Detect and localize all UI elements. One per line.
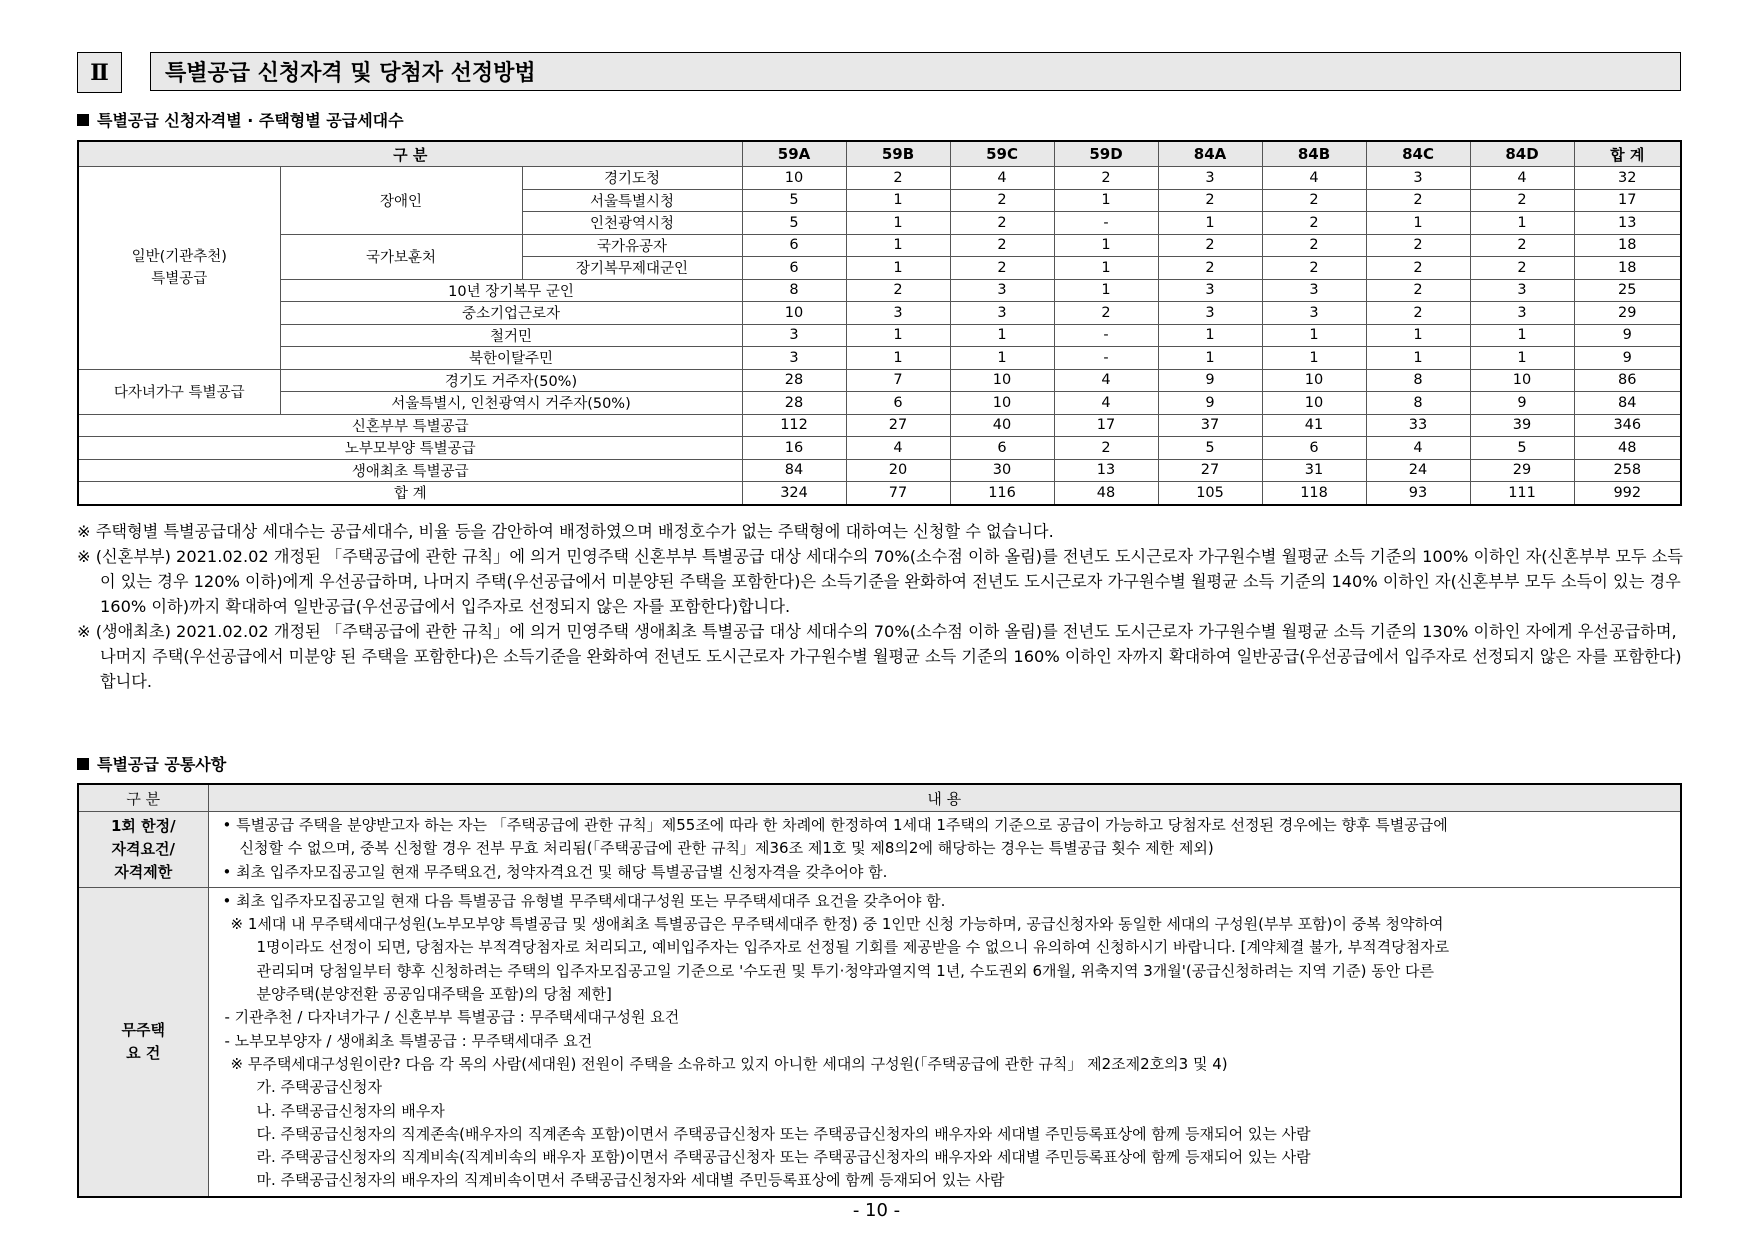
table-header-row (78, 784, 1681, 812)
value-cell: 4 (846, 437, 950, 460)
value-cell: 1 (1366, 212, 1470, 235)
total-cell: 17 (1574, 189, 1681, 212)
value-cell: 29 (1470, 459, 1574, 482)
value-cell: 2 (1470, 234, 1574, 257)
row-label: 북한이탈주민 (280, 347, 742, 370)
value-cell: - (1054, 324, 1158, 347)
value-cell: 30 (950, 459, 1054, 482)
value-cell: 17 (1054, 414, 1158, 437)
total-cell: 346 (1574, 414, 1681, 437)
note: ※ (신혼부부) 2021.02.02 개정된 「주택공급에 관한 규칙」에 의거 민영주택 신혼부부 특별공급 대상 세대수의 70%(소수점 이하 올림)를 전년도 도시근로자 가구원수별 월평균 소득 기준의 100% 이하인 자(신혼부부 모두 소득이 있는 경우 120% 이하)에게 우선공급하며, 나머지 주택(우선공급에서 미분양된 주택을 포함한다)은 소득기준을 완화하여 전년도 도시근로자 가구원수별 월평균 소득 기준의 140% 이하인 자(신혼부부 모두 소득이 있는 경우 160% 이하)까지 확대하여 일반공급(우선공급에서 입주자로 선정되지 않은 자를 포함한다)합니다. (77, 547, 1683, 616)
value-cell: 10 (742, 167, 846, 190)
value-cell: 1 (1054, 279, 1158, 302)
section-number: Ⅱ (77, 52, 122, 93)
value-cell: 1 (846, 189, 950, 212)
group-multichild: 다자녀가구 특별공급 (78, 369, 280, 414)
value-cell: 2 (950, 257, 1054, 280)
value-cell: 2 (1262, 234, 1366, 257)
value-cell: 1 (1470, 212, 1574, 235)
header-type: 59B (846, 141, 950, 167)
value-cell: 10 (1262, 392, 1366, 415)
square-bullet-icon (77, 758, 89, 770)
value-cell: 2 (1158, 189, 1262, 212)
section-title: 특별공급 신청자격 및 당첨자 선정방법 (150, 52, 1681, 91)
table2-heading: 특별공급 공통사항 (77, 752, 226, 775)
total-cell: 9 (1574, 347, 1681, 370)
value-cell: 6 (950, 437, 1054, 460)
row-label: 국가유공자 (522, 234, 742, 257)
row-label: 서울특별시, 인천광역시 거주자(50%) (280, 392, 742, 415)
table-row (78, 324, 1681, 347)
table-row (78, 887, 1681, 1196)
value-cell: 28 (742, 369, 846, 392)
value-cell: 118 (1262, 482, 1366, 505)
header-type: 59D (1054, 141, 1158, 167)
value-cell: 2 (1158, 234, 1262, 257)
value-cell: 7 (846, 369, 950, 392)
common-table (77, 783, 1682, 1198)
value-cell: 2 (846, 167, 950, 190)
value-cell: 31 (1262, 459, 1366, 482)
total-cell: 48 (1574, 437, 1681, 460)
table-row (78, 392, 1681, 415)
total-cell: 18 (1574, 257, 1681, 280)
value-cell: 111 (1470, 482, 1574, 505)
value-cell: 27 (846, 414, 950, 437)
value-cell: 3 (1366, 167, 1470, 190)
notes (77, 519, 1687, 694)
table-header-row (78, 141, 1681, 167)
value-cell: 20 (846, 459, 950, 482)
total-cell: 992 (1574, 482, 1681, 505)
value-cell: 39 (1470, 414, 1574, 437)
table-row (78, 414, 1681, 437)
value-cell: 4 (1262, 167, 1366, 190)
value-cell: - (1054, 212, 1158, 235)
row-label: 철거민 (280, 324, 742, 347)
value-cell: 3 (950, 279, 1054, 302)
row-label: 노부모부양 특별공급 (78, 437, 742, 460)
table-row (78, 347, 1681, 370)
value-cell: 2 (1470, 257, 1574, 280)
table-row (78, 437, 1681, 460)
header-type: 59A (742, 141, 846, 167)
value-cell: 1 (1366, 347, 1470, 370)
table-row (78, 369, 1681, 392)
group-veterans: 국가보훈처 (280, 234, 522, 279)
value-cell: 4 (1470, 167, 1574, 190)
value-cell: 1 (950, 347, 1054, 370)
value-cell: 2 (1054, 437, 1158, 460)
value-cell: 10 (742, 302, 846, 325)
value-cell: 4 (1054, 392, 1158, 415)
value-cell: 2 (1470, 189, 1574, 212)
header-type: 59C (950, 141, 1054, 167)
value-cell: 2 (950, 189, 1054, 212)
group-disabled: 장애인 (280, 167, 522, 235)
value-cell: 3 (742, 347, 846, 370)
value-cell: 1 (1054, 257, 1158, 280)
value-cell: 2 (1262, 212, 1366, 235)
value-cell: 37 (1158, 414, 1262, 437)
content-cell: • 최초 입주자모집공고일 현재 다음 특별공급 유형별 무주택세대구성원 또는 무주택세대주 요건을 갖추어야 함. ※ 1세대 내 무주택세대구성원(노부모부양 특별공급 및 생애최초 특별공급은 무주택세대주 한정) 중 1인만 신청 가능하며, 공급신청자와 동일한 세대의 구성원(부부 포함)이 중복 청약하여 1명이라도 선정이 되면, 당첨자는 부적격당첨자로 처리되고, 예비입주자는 입주자로 선정될 기회를 제공받을 수 없으니 유의하여 신청하시기 바랍니다. [계약체결 불가, 부적격당첨자로 관리되며 당첨일부터 향후 신청하려는 주택의 입주자모집공고일 기준으로 '수도권 및 투기·청약과열지역 1년, 수도권외 6개월, 위축지역 3개월'(공급신청하려는 지역 기준) 동안 다른 분양주택(분양전환 공공임대주택을 포함)의 당첨 제한] - 기관추천 / 다자녀가구 / 신혼부부 특별공급 : 무주택세대구성원 요건 - 노부모부양자 / 생애최초 특별공급 : 무주택세대주 요건 ※ 무주택세대구성원이란? 다음 각 목의 사람(세대원) 전원이 주택을 소유하고 있지 아니한 세대의 구성원(「주택공급에 관한 규칙」 제2조제2호의3 및 4) 가. 주택공급신청자 나. 주택공급신청자의 배우자 다. 주택공급신청자의 직계존속(배우자의 직계존속 포함)이면서 주택공급신청자 또는 주택공급신청자의 배우자와 세대별 주민등록표상에 함께 등재되어 있는 사람 라. 주택공급신청자의 직계비속(직계비속의 배우자 포함)이면서 주택공급신청자 또는 주택공급신청자의 배우자와 세대별 주민등록표상에 함께 등재되어 있는 사람 마. 주택공급신청자의 배우자의 직계비속이면서 주택공급신청자와 세대별 주민등록표상에 함께 등재되어 있는 사람 (208, 887, 1681, 1196)
value-cell: 1 (846, 212, 950, 235)
value-cell: 6 (742, 257, 846, 280)
header-gubun: 구 분 (78, 784, 208, 812)
header-type: 84B (1262, 141, 1366, 167)
value-cell: 27 (1158, 459, 1262, 482)
table-row (78, 459, 1681, 482)
value-cell: 3 (1158, 279, 1262, 302)
value-cell: 84 (742, 459, 846, 482)
row-label: 신혼부부 특별공급 (78, 414, 742, 437)
value-cell: 116 (950, 482, 1054, 505)
value-cell: 3 (1262, 279, 1366, 302)
value-cell: 3 (1158, 167, 1262, 190)
value-cell: 1 (1158, 212, 1262, 235)
value-cell: 2 (1366, 234, 1470, 257)
value-cell: 2 (1054, 167, 1158, 190)
value-cell: 1 (1470, 347, 1574, 370)
value-cell: 2 (950, 234, 1054, 257)
table-row (78, 812, 1681, 888)
row-label: 중소기업근로자 (280, 302, 742, 325)
value-cell: 1 (846, 234, 950, 257)
value-cell: 3 (846, 302, 950, 325)
value-cell: 3 (950, 302, 1054, 325)
value-cell: 324 (742, 482, 846, 505)
total-cell: 13 (1574, 212, 1681, 235)
header-type: 84D (1470, 141, 1574, 167)
value-cell: 48 (1054, 482, 1158, 505)
value-cell: 1 (846, 324, 950, 347)
value-cell: 2 (950, 212, 1054, 235)
value-cell: 5 (742, 212, 846, 235)
total-cell: 86 (1574, 369, 1681, 392)
value-cell: 4 (1366, 437, 1470, 460)
total-cell: 18 (1574, 234, 1681, 257)
table-row (78, 279, 1681, 302)
value-cell: 1 (1158, 347, 1262, 370)
value-cell: 41 (1262, 414, 1366, 437)
value-cell: 33 (1366, 414, 1470, 437)
value-cell: 112 (742, 414, 846, 437)
header-total: 합 계 (1574, 141, 1681, 167)
value-cell: 1 (1158, 324, 1262, 347)
value-cell: 77 (846, 482, 950, 505)
value-cell: 40 (950, 414, 1054, 437)
value-cell: 5 (742, 189, 846, 212)
header-gubun: 구 분 (78, 141, 742, 167)
value-cell: 1 (1366, 324, 1470, 347)
square-bullet-icon (77, 114, 89, 126)
value-cell: 24 (1366, 459, 1470, 482)
total-cell: 84 (1574, 392, 1681, 415)
value-cell: 3 (742, 324, 846, 347)
value-cell: 2 (1262, 257, 1366, 280)
value-cell: 105 (1158, 482, 1262, 505)
row-label: 경기도 거주자(50%) (280, 369, 742, 392)
value-cell: 2 (1262, 189, 1366, 212)
value-cell: 9 (1470, 392, 1574, 415)
page-number: - 10 - (852, 1200, 901, 1221)
group-general: 일반(기관추천) 특별공급 (78, 167, 280, 370)
value-cell: 6 (1262, 437, 1366, 460)
value-cell: 93 (1366, 482, 1470, 505)
value-cell: 9 (1158, 369, 1262, 392)
table-row (78, 234, 1681, 257)
row-label: 합 계 (78, 482, 742, 505)
value-cell: 10 (950, 392, 1054, 415)
row-label: 장기복무제대군인 (522, 257, 742, 280)
value-cell: 3 (1470, 279, 1574, 302)
value-cell: 2 (846, 279, 950, 302)
row-label: 10년 장기복무 군인 (280, 279, 742, 302)
header-type: 84C (1366, 141, 1470, 167)
value-cell: 3 (1470, 302, 1574, 325)
value-cell: 2 (1158, 257, 1262, 280)
table-total-row (78, 482, 1681, 505)
value-cell: 1 (846, 257, 950, 280)
value-cell: 1 (1470, 324, 1574, 347)
value-cell: 8 (1366, 392, 1470, 415)
value-cell: 1 (1054, 234, 1158, 257)
note: ※ 주택형별 특별공급대상 세대수는 공급세대수, 비율 등을 감안하여 배정하였으며 배정호수가 없는 주택형에 대하여는 신청할 수 없습니다. (77, 522, 1054, 541)
value-cell: 5 (1158, 437, 1262, 460)
row-label: 생애최초 특별공급 (78, 459, 742, 482)
value-cell: 1 (1054, 189, 1158, 212)
row-label: 경기도청 (522, 167, 742, 190)
supply-table (77, 140, 1682, 506)
value-cell: 3 (1158, 302, 1262, 325)
value-cell: 4 (950, 167, 1054, 190)
total-cell: 32 (1574, 167, 1681, 190)
table1-heading: 특별공급 신청자격별 · 주택형별 공급세대수 (77, 108, 404, 131)
value-cell: 2 (1366, 302, 1470, 325)
value-cell: 8 (1366, 369, 1470, 392)
value-cell: 13 (1054, 459, 1158, 482)
value-cell: 1 (1262, 324, 1366, 347)
total-cell: 25 (1574, 279, 1681, 302)
header-type: 84A (1158, 141, 1262, 167)
value-cell: 2 (1366, 257, 1470, 280)
value-cell: 10 (1262, 369, 1366, 392)
header-content: 내 용 (208, 784, 1681, 812)
row-label: 인천광역시청 (522, 212, 742, 235)
value-cell: 1 (846, 347, 950, 370)
value-cell: 2 (1366, 279, 1470, 302)
category-cell: 1회 한정/ 자격요건/ 자격제한 (78, 812, 208, 888)
value-cell: 16 (742, 437, 846, 460)
value-cell: 8 (742, 279, 846, 302)
value-cell: 10 (1470, 369, 1574, 392)
value-cell: 9 (1158, 392, 1262, 415)
row-label: 서울특별시청 (522, 189, 742, 212)
value-cell: 5 (1470, 437, 1574, 460)
category-cell: 무주택 요 건 (78, 887, 208, 1196)
value-cell: 6 (742, 234, 846, 257)
total-cell: 9 (1574, 324, 1681, 347)
total-cell: 29 (1574, 302, 1681, 325)
table-row (78, 167, 1681, 190)
value-cell: 3 (1262, 302, 1366, 325)
value-cell: 1 (1262, 347, 1366, 370)
value-cell: 10 (950, 369, 1054, 392)
total-cell: 258 (1574, 459, 1681, 482)
value-cell: 2 (1054, 302, 1158, 325)
value-cell: - (1054, 347, 1158, 370)
value-cell: 2 (1366, 189, 1470, 212)
value-cell: 28 (742, 392, 846, 415)
value-cell: 4 (1054, 369, 1158, 392)
table-row (78, 302, 1681, 325)
note: ※ (생애최초) 2021.02.02 개정된 「주택공급에 관한 규칙」에 의거 민영주택 생애최초 특별공급 대상 세대수의 70%(소수점 이하 올림)를 전년도 도시근로자 가구원수별 월평균 소득 기준의 130% 이하인 자에게 우선공급하며, 나머지 주택(우선공급에서 미분양 된 주택을 포함한다)은 소득기준을 완화하여 전년도 도시근로자 가구원수별 월평균 소득 기준의 160% 이하인 자까지 확대하여 일반공급(우선공급에서 입주자로 선정되지 않은 자를 포함한다)합니다. (77, 622, 1682, 691)
content-cell: • 특별공급 주택을 분양받고자 하는 자는 「주택공급에 관한 규칙」제55조에 따라 한 차례에 한정하여 1세대 1주택의 기준으로 공급이 가능하고 당첨자로 선정된 경우에는 향후 특별공급에 신청할 수 없으며, 중복 신청할 경우 전부 무효 처리됨(「주택공급에 관한 규칙」제36조 제1호 및 제8의2에 해당하는 경우는 특별공급 횟수 제한 제외) • 최초 입주자모집공고일 현재 무주택요건, 청약자격요건 및 해당 특별공급별 신청자격을 갖추어야 함. (208, 812, 1681, 888)
value-cell: 6 (846, 392, 950, 415)
value-cell: 1 (950, 324, 1054, 347)
